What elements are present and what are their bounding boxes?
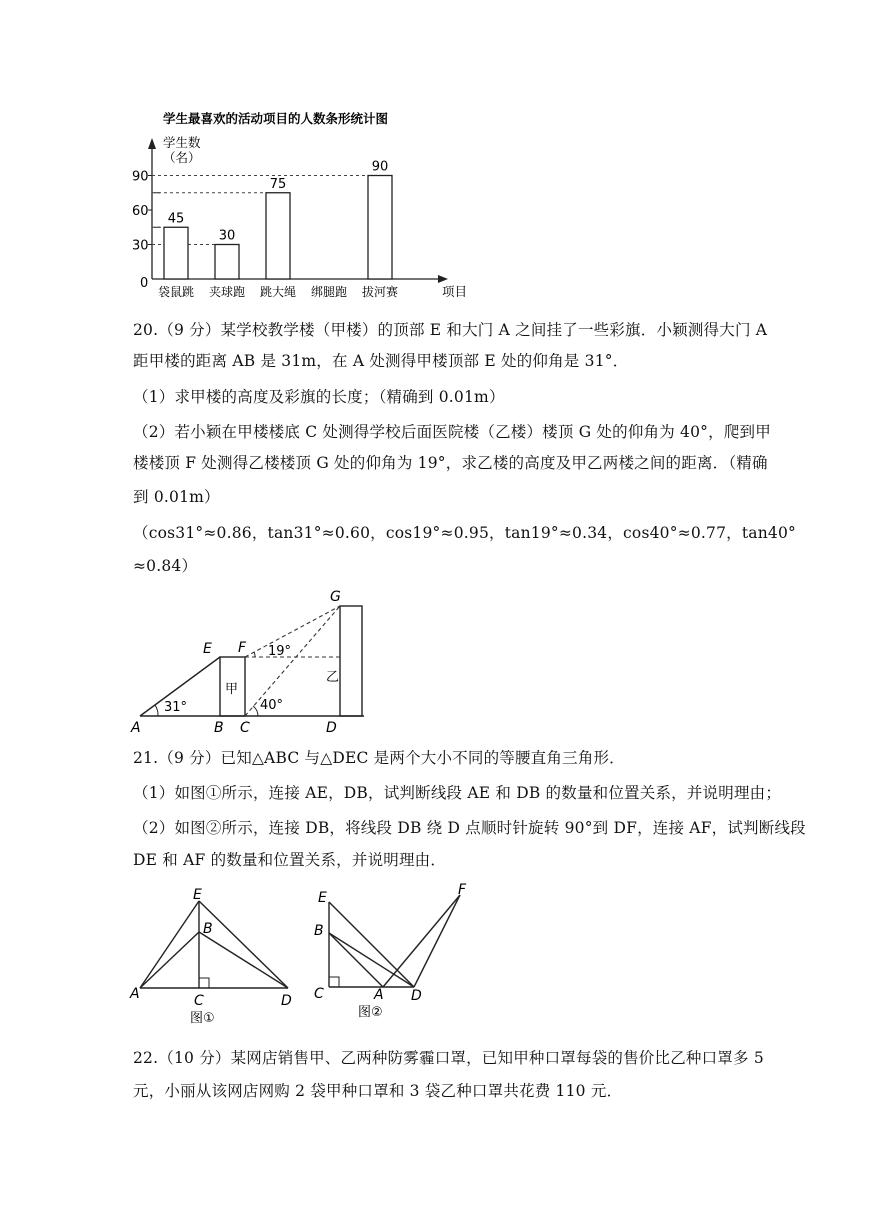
f2-label-c: C: [314, 986, 324, 1002]
q22-line-1: 22.（10 分）某网店销售甲、乙两种防雾霾口罩，已知甲种口罩每袋的售价比乙种口罩多 5: [133, 1049, 764, 1067]
q20-line-4: （2）若小颖在甲楼楼底 C 处测得学校后面医院楼（乙楼）楼顶 G 处的仰角为 40°，爬到甲: [133, 423, 771, 441]
category-label: 绑腿跑: [310, 285, 348, 299]
q21-line-1: 21.（9 分）已知△ABC 与△DEC 是两个大小不同的等腰直角三角形．: [133, 749, 625, 767]
y-tick-label: 90: [132, 169, 149, 185]
q22-line-2: 元，小丽从该网店网购 2 袋甲种口罩和 3 袋乙种口罩共花费 110 元．: [133, 1082, 623, 1100]
value-label: 45: [167, 211, 185, 227]
angle-31: 31°: [164, 700, 188, 715]
bar-chart: [130, 105, 480, 305]
q21-line-2: （1）如图①所示，连接 AE，DB，试判断线段 AE 和 DB 的数量和位置关系，并说明理由；: [133, 784, 782, 802]
chart-origin: 0: [140, 276, 149, 291]
q21-line-4: DE 和 AF 的数量和位置关系，并说明理由．: [133, 851, 447, 869]
bar: [368, 176, 392, 280]
f2-line-bd: [329, 933, 414, 987]
label-jia: 甲: [225, 682, 239, 697]
q20-figure: [128, 585, 373, 735]
q20-line-5: 楼楼顶 F 处测得乙楼楼顶 G 处的仰角为 19°，求乙楼的高度及甲乙两楼之间的距离．（精确: [133, 454, 768, 472]
category-label: 拔河赛: [361, 285, 399, 299]
angle-40: 40°: [260, 698, 284, 713]
label-g: G: [330, 589, 341, 605]
f1-line-bd: [199, 932, 288, 988]
chart-xlabel: 项目: [442, 284, 468, 299]
f1-line-ab: [140, 932, 199, 988]
value-label: 75: [269, 176, 287, 192]
arc-31: [155, 705, 158, 716]
arc-40: [253, 706, 258, 716]
q21-figure-2: [310, 880, 480, 1025]
q20-line-3: （1）求甲楼的高度及彩旗的长度；（精确到 0.01m）: [133, 388, 505, 406]
f2-label-b: B: [314, 923, 324, 939]
value-label: 30: [218, 228, 236, 244]
f2-line-ba: [329, 933, 383, 987]
label-e: E: [203, 641, 212, 657]
chart-ylabel-unit: （名）: [163, 150, 201, 165]
f2-label-f: F: [458, 882, 467, 898]
q20-line-1: 20.（9 分）某学校教学楼（甲楼）的顶部 E 和大门 A 之间挂了一些彩旗．小颖测得大门 A: [133, 321, 768, 339]
f2-caption: 图②: [358, 1005, 383, 1020]
f1-label-a: A: [130, 986, 140, 1002]
q20-line-6: 到 0.01m）: [133, 488, 220, 506]
q21-figure-1: [128, 885, 298, 1025]
y-tick-label: 30: [132, 238, 149, 254]
q20-line-8: ≈0.84）: [133, 557, 198, 575]
f1-label-d: D: [281, 993, 292, 1009]
building-yi: [340, 606, 362, 716]
label-c: C: [240, 720, 250, 735]
category-label: 袋鼠跳: [157, 285, 195, 299]
line-fg: [245, 606, 340, 657]
bar: [215, 245, 239, 280]
label-b: B: [214, 720, 224, 735]
y-tick-label: 60: [132, 204, 149, 219]
label-yi: 乙: [326, 670, 340, 685]
f1-line-ae: [140, 901, 199, 988]
label-a: A: [131, 720, 141, 735]
f2-line-ed: [329, 902, 414, 987]
y-ticks: [132, 170, 160, 254]
chart-title: 学生最喜欢的活动项目的人数条形统计图: [163, 111, 389, 126]
f2-label-d: D: [411, 988, 422, 1004]
q21-line-3: （2）如图②所示，连接 DB，将线段 DB 绕 D 点顺时针旋转 90°到 DF，连接 AF，试判断线段: [133, 819, 806, 837]
f2-label-e: E: [318, 890, 327, 906]
arc-19: [254, 652, 255, 657]
f1-right-angle: [199, 978, 209, 988]
f1-label-e: E: [193, 887, 202, 903]
q20-line-7: （cos31°≈0.86，tan31°≈0.60，cos19°≈0.95，tan19°≈0.34，cos40°≈0.77，tan40°: [133, 524, 796, 542]
chart-ylabel: 学生数: [163, 135, 201, 150]
category-label: 跳大绳: [259, 285, 297, 299]
category-labels: [158, 284, 398, 299]
f2-right-angle: [329, 977, 339, 987]
value-label: 90: [371, 159, 389, 175]
f1-caption: 图①: [190, 1011, 215, 1025]
category-label: 夹球跑: [208, 285, 246, 299]
bar: [266, 193, 290, 279]
x-axis-arrow: [438, 275, 448, 283]
label-f: F: [238, 640, 247, 656]
y-axis-arrow: [148, 138, 156, 149]
bar: [164, 227, 188, 279]
angle-19: 19°: [268, 644, 292, 659]
q20-line-2: 距甲楼的距离 AB 是 31m，在 A 处测得甲楼顶部 E 处的仰角是 31°．: [133, 352, 629, 370]
label-d: D: [326, 720, 337, 735]
f2-label-a: A: [374, 987, 384, 1003]
f1-label-c: C: [194, 993, 204, 1009]
f1-line-ed: [199, 901, 288, 988]
f1-label-b: B: [203, 921, 213, 937]
